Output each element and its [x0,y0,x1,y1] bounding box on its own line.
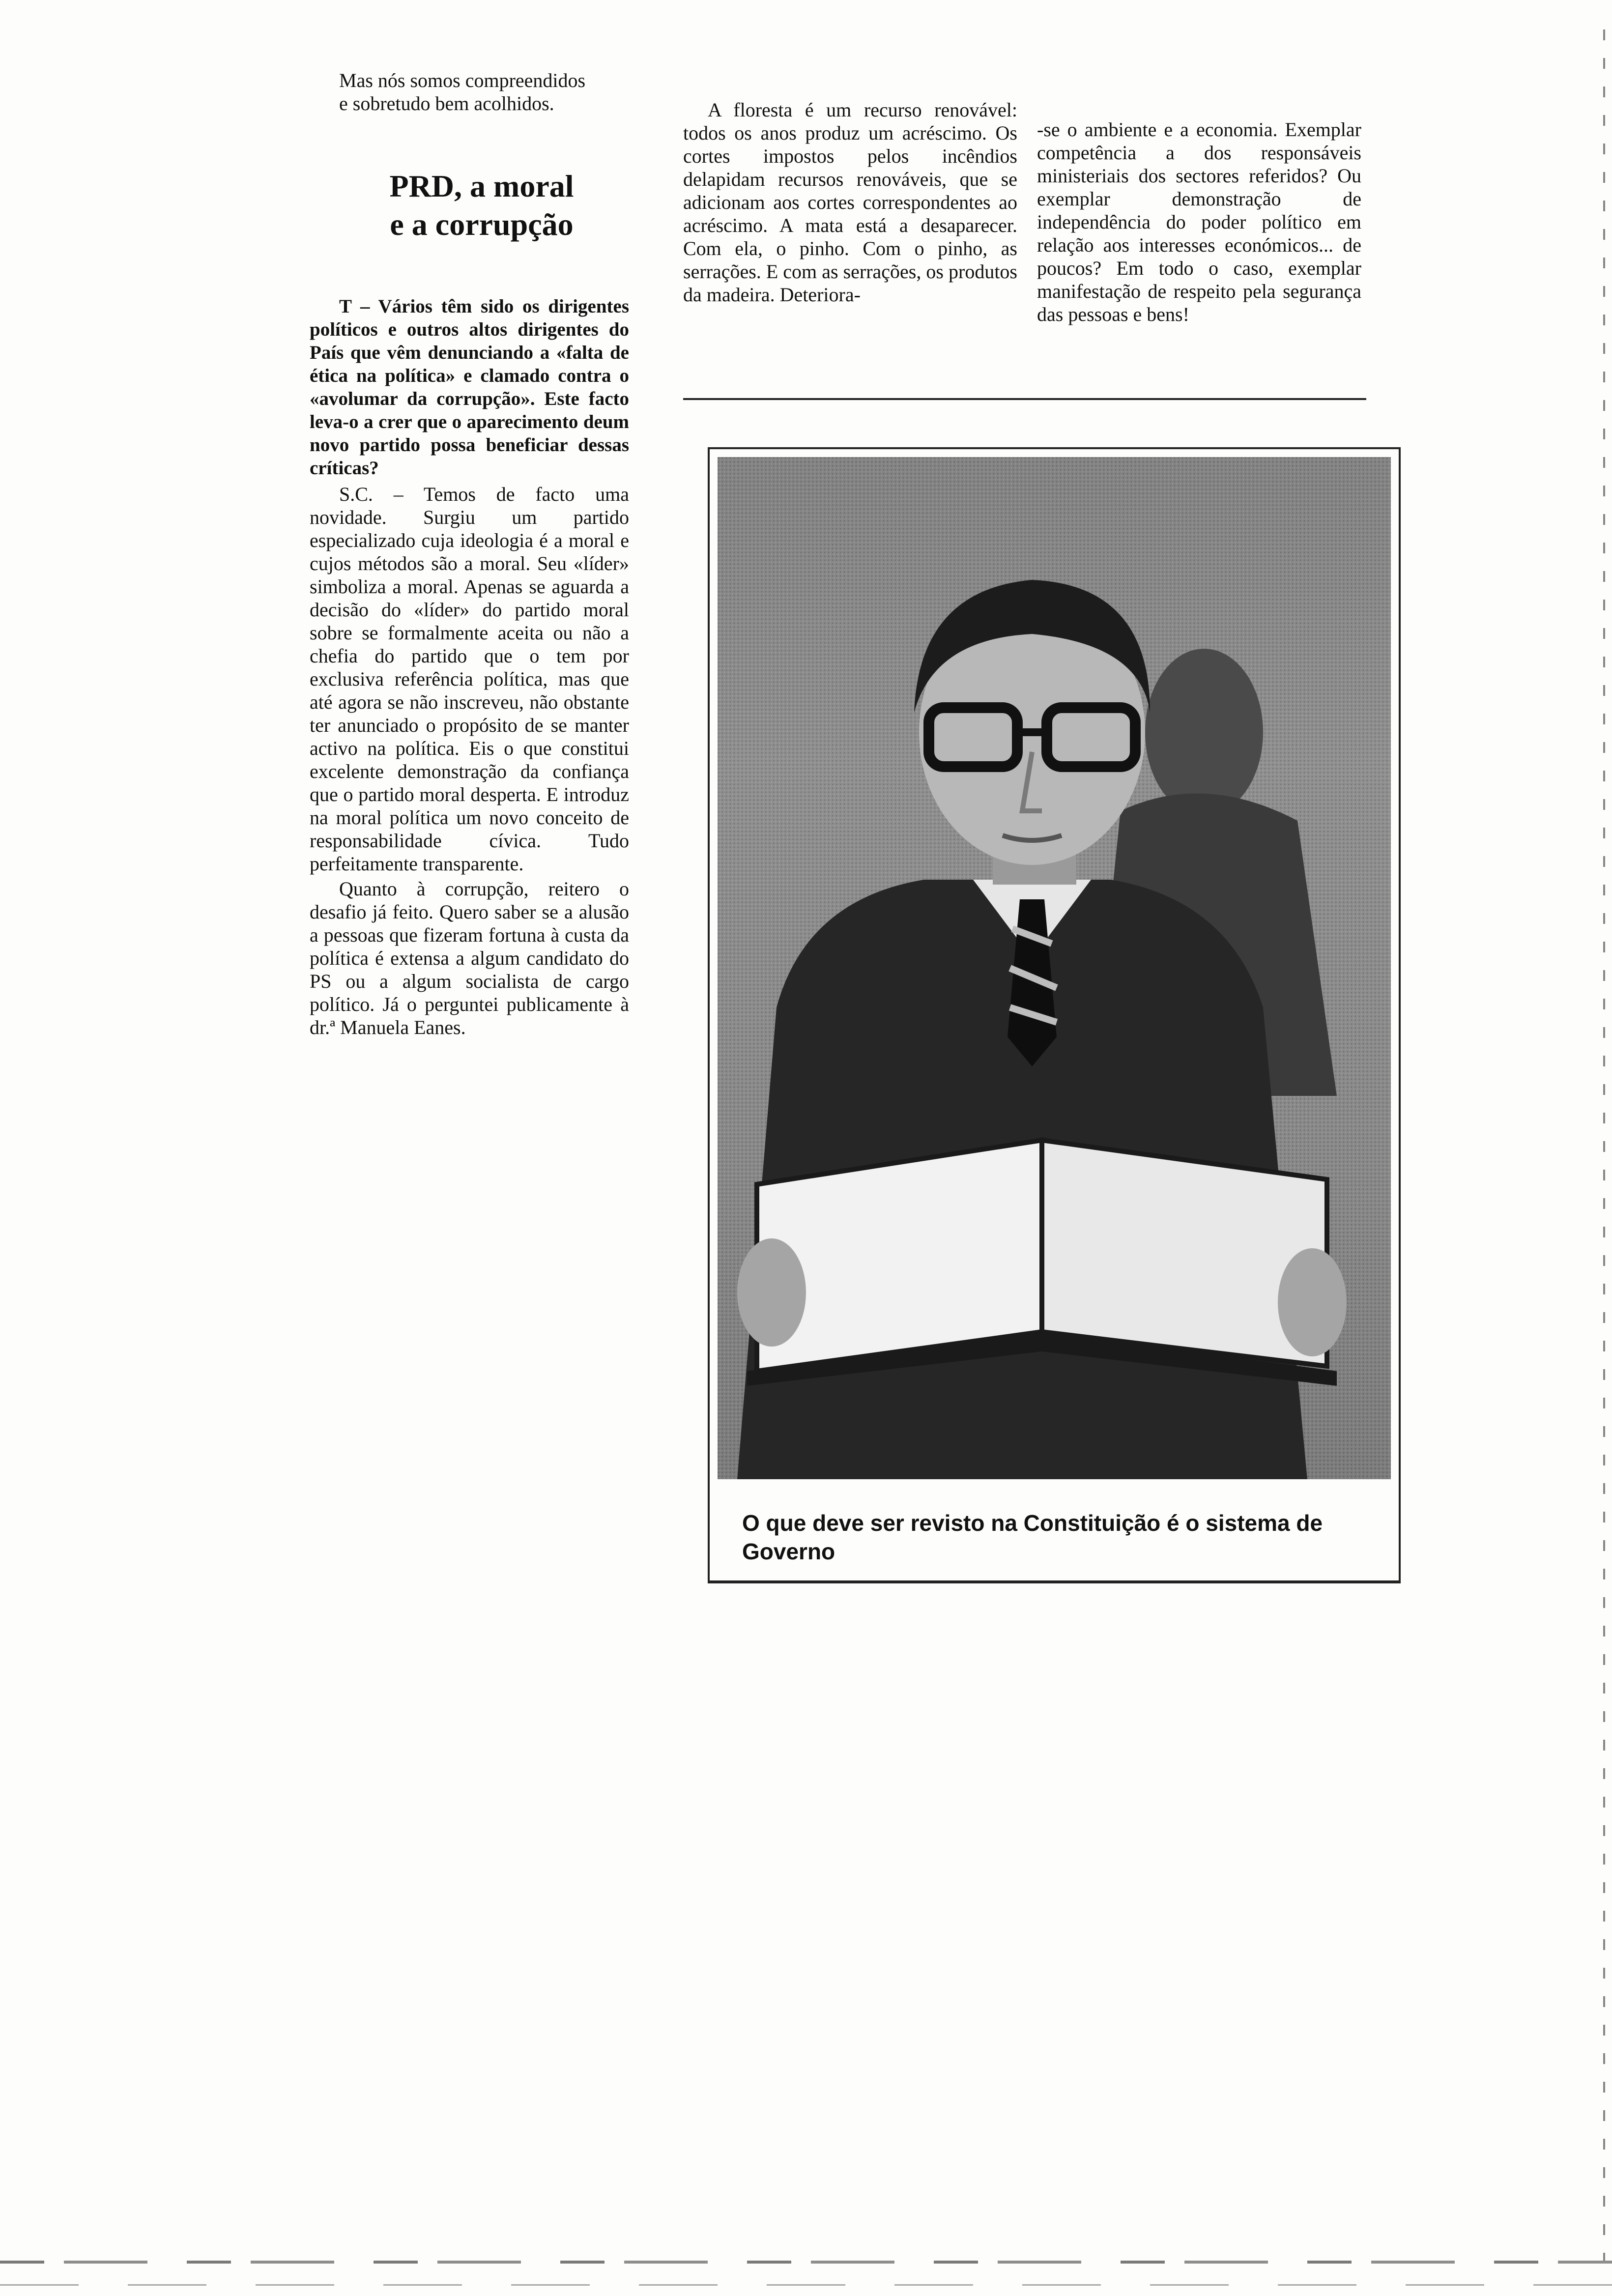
portrait-illustration [718,457,1391,1479]
column-rule [683,398,1366,400]
column-interview [310,295,629,1039]
scan-edge-bottom [0,2261,1612,2264]
portrait-photo [718,457,1391,1479]
article-headline [354,167,609,244]
caption-rule [708,1581,1401,1583]
scan-edge-bottom-secondary [0,2284,1612,2286]
interview-answer-2: Quanto à corrupção, reitero o desafio já feito. Quero saber se a alusão a pessoas que fizeram fortuna à custa da política é extensa a algum candidato do PS ou a algum socialista de cargo político. Já o perguntei publicamente à dr.ª Manuela Eanes. [310,878,629,1038]
column-forest [683,98,1017,306]
scan-edge-right [1603,29,1605,2261]
interview-question: T – Vários têm sido os dirigentes políticos e outros altos dirigentes do País que vêm denunciando a «falta de ética na política» e clamado contra o «avolumar da corrupção». Este facto leva-o a crer que o aparecimento deum novo partido possa beneficiar dessas críticas? [310,296,629,479]
headline-line-1: PRD, a moral [389,169,574,203]
intro-line-1: Mas nós somos compreendidos [339,69,586,91]
headline-line-2: e a corrupção [390,207,574,242]
intro-line-2: e sobretudo bem acolhidos. [339,92,554,115]
forest-paragraph-continued: -se o ambiente e a economia. Exemplar competência a dos responsáveis ministeriais dos sectores referidos? Ou exemplar demonstração de independência do poder político em relação aos interesses económicos... de poucos? Em todo o caso, exemplar manifestação de respeito pela segurança das pessoas e bens! [1037,118,1361,325]
photo-caption: O que deve ser revisto na Constituição é o sistema de Governo [742,1510,1323,1564]
column-forest-continued [1037,118,1361,326]
intro-lines [339,69,663,115]
forest-paragraph: A floresta é um recurso renovável: todos os anos produz um acréscimo. Os cortes impostos pelos incêndios delapidam recursos renováveis, que se adicionam aos cortes correspondentes ao acréscimo. A mata está a desaparecer. Com ela, o pinho. Com o pinho, as serrações. E com as serrações, os produtos da madeira. Deteriora- [683,99,1017,306]
interview-answer-1: S.C. – Temos de facto uma novidade. Surgiu um partido especializado cuja ideologia é a moral e cujos métodos são a moral. Seu «líder» simboliza a moral. Apenas se aguarda a decisão do «líder» do partido moral sobre se formalmente aceita ou não a chefia do partido que o tem por exclusiva referência política, mas que até agora se não inscreveu, não obstante ter anunciado o propósito de se manter activo na política. Eis o que constitui excelente demonstração da confiança que o partido moral desperta. E introduz na moral política um novo conceito de responsabilidade cívica. Tudo perfeitamente transparente. [310,483,629,875]
